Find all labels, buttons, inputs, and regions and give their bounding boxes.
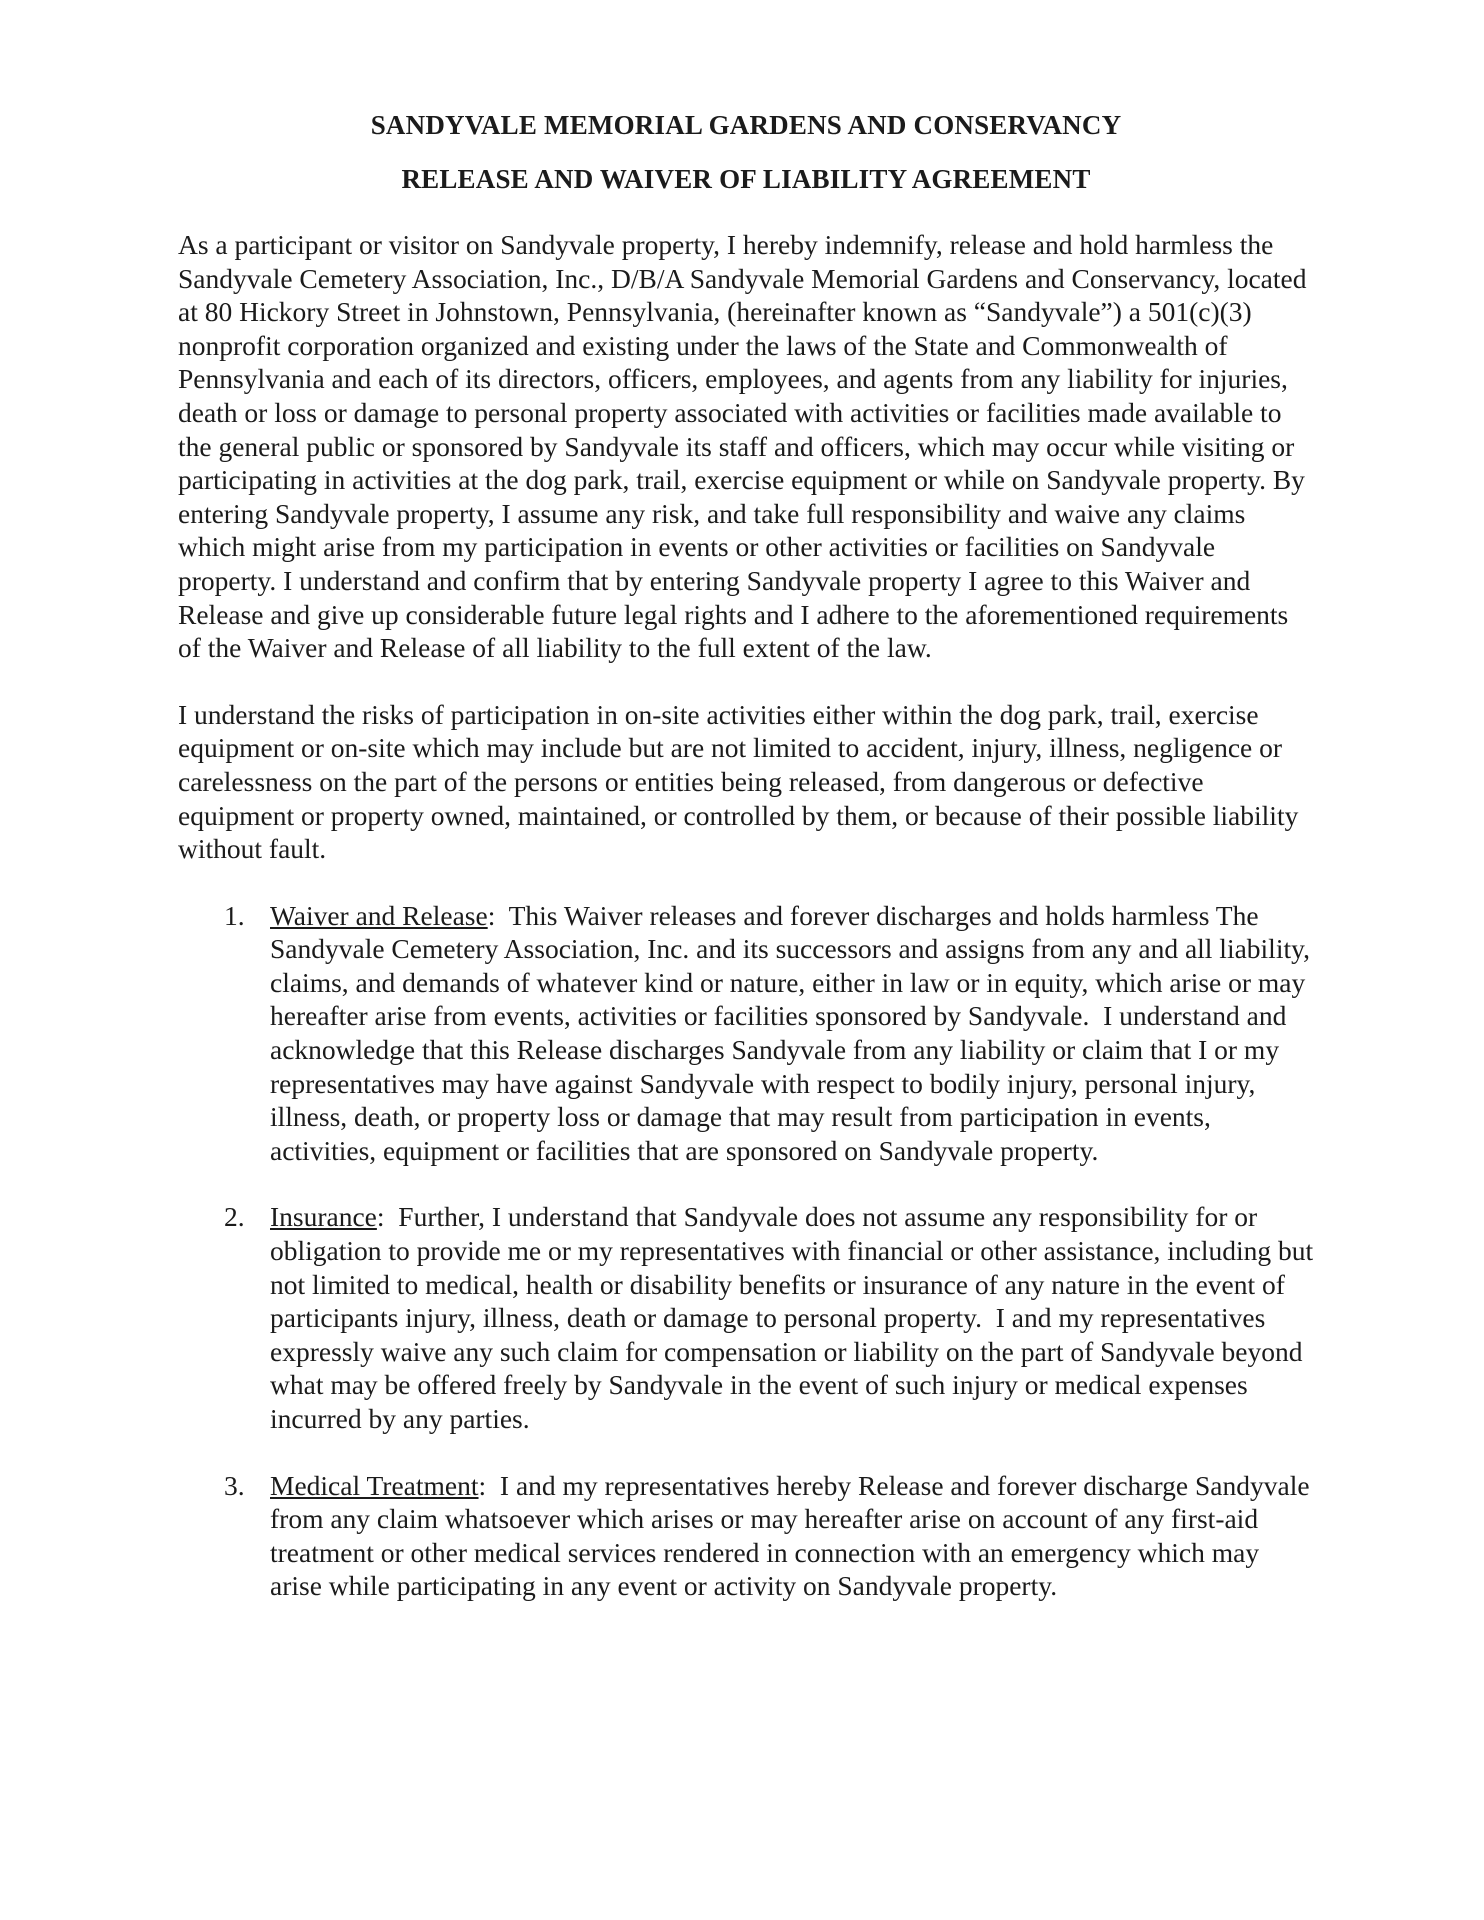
document-title: RELEASE AND WAIVER OF LIABILITY AGREEMENT — [401, 164, 1091, 194]
item-heading: Medical Treatment — [270, 1469, 479, 1501]
item-separator: : — [487, 899, 496, 931]
list-item — [178, 899, 1317, 1168]
document-header — [178, 108, 1314, 196]
item-heading: Insurance — [270, 1201, 377, 1233]
list-item — [178, 1469, 1317, 1603]
list-item — [178, 1200, 1321, 1435]
item-separator: : — [478, 1469, 487, 1501]
item-number: 2. — [224, 1201, 245, 1233]
intro-paragraph: As a participant or visitor on Sandyvale property, I hereby indemnify, release and hold harmless the Sandyvale Cemetery Association, Inc., D/B/A Sandyvale Memorial Gardens and Conservancy, located at 80 Hickory Street in Johnstown, Pennsylvania, (hereinafter known as “Sandyvale”) a 501(c)(3) nonprofit corporation organized and existing under the laws of the State and Commonwealth of Pennsylvania and each of its directors, officers, employees, and agents from any liability for injuries, death or loss or damage to personal property associated with activities or facilities made available to the general public or sponsored by Sandyvale its staff and officers, which may occur while visiting or participating in activities at the dog park, trail, exercise equipment or while on Sandyvale property. By entering Sandyvale property, I assume any risk, and take full responsibility and waive any claims which might arise from my participation in events or other activities or facilities on Sandyvale property. I understand and confirm that by entering Sandyvale property I agree to this Waiver and Release and give up considerable future legal rights and I adhere to the aforementioned requirements of the Waiver and Release of all liability to the full extent of the law. — [178, 229, 1307, 664]
item-number: 3. — [224, 1469, 245, 1501]
item-number: 1. — [224, 899, 245, 931]
item-text: Further, I understand that Sandyvale does not assume any responsibility for or obligation to provide me or my representatives with financial or other assistance, including but not limited to medical, health or disability benefits or insurance of any nature in the event of participants injury, illness, death or damage to personal property. I and my representatives expressly waive any such claim for compensation or liability on the part of Sandyvale beyond what may be offered freely by Sandyvale in the event of such injury or medical expenses incurred by any parties. — [270, 1201, 1321, 1434]
terms-list — [178, 899, 1321, 1603]
item-text: This Waiver releases and forever discharges and holds harmless The Sandyvale Cemetery Association, Inc. and its successors and assigns from any and all liability, claims, and demands of whatever kind or nature, either in law or in equity, which arise or may hereafter arise from events, activities or facilities sponsored by Sandyvale. I understand and acknowledge that this Release discharges Sandyvale from any liability or claim that I or my representatives may have against Sandyvale with respect to bodily injury, personal injury, illness, death, or property loss or damage that may result from participation in events, activities, equipment or facilities that are sponsored on Sandyvale property. — [270, 899, 1317, 1166]
item-heading: Waiver and Release — [270, 899, 488, 931]
item-separator: : — [376, 1201, 385, 1233]
item-text: I and my representatives hereby Release and forever discharge Sandyvale from any claim whatsoever which arises or may hereafter arise on account of any first-aid treatment or other medical services rendered in connection with an emergency which may arise while participating in any event or activity on Sandyvale property. — [270, 1469, 1317, 1602]
risks-paragraph: I understand the risks of participation in on-site activities either within the dog park, trail, exercise equipment or on-site which may include but are not limited to accident, injury, illness, negligence or carelessness on the part of the persons or entities being released, from dangerous or defective equipment or property owned, maintained, or controlled by them, or because of their possible liability without fault. — [178, 698, 1299, 865]
organization-title: SANDYVALE MEMORIAL GARDENS AND CONSERVANCY — [370, 110, 1122, 140]
